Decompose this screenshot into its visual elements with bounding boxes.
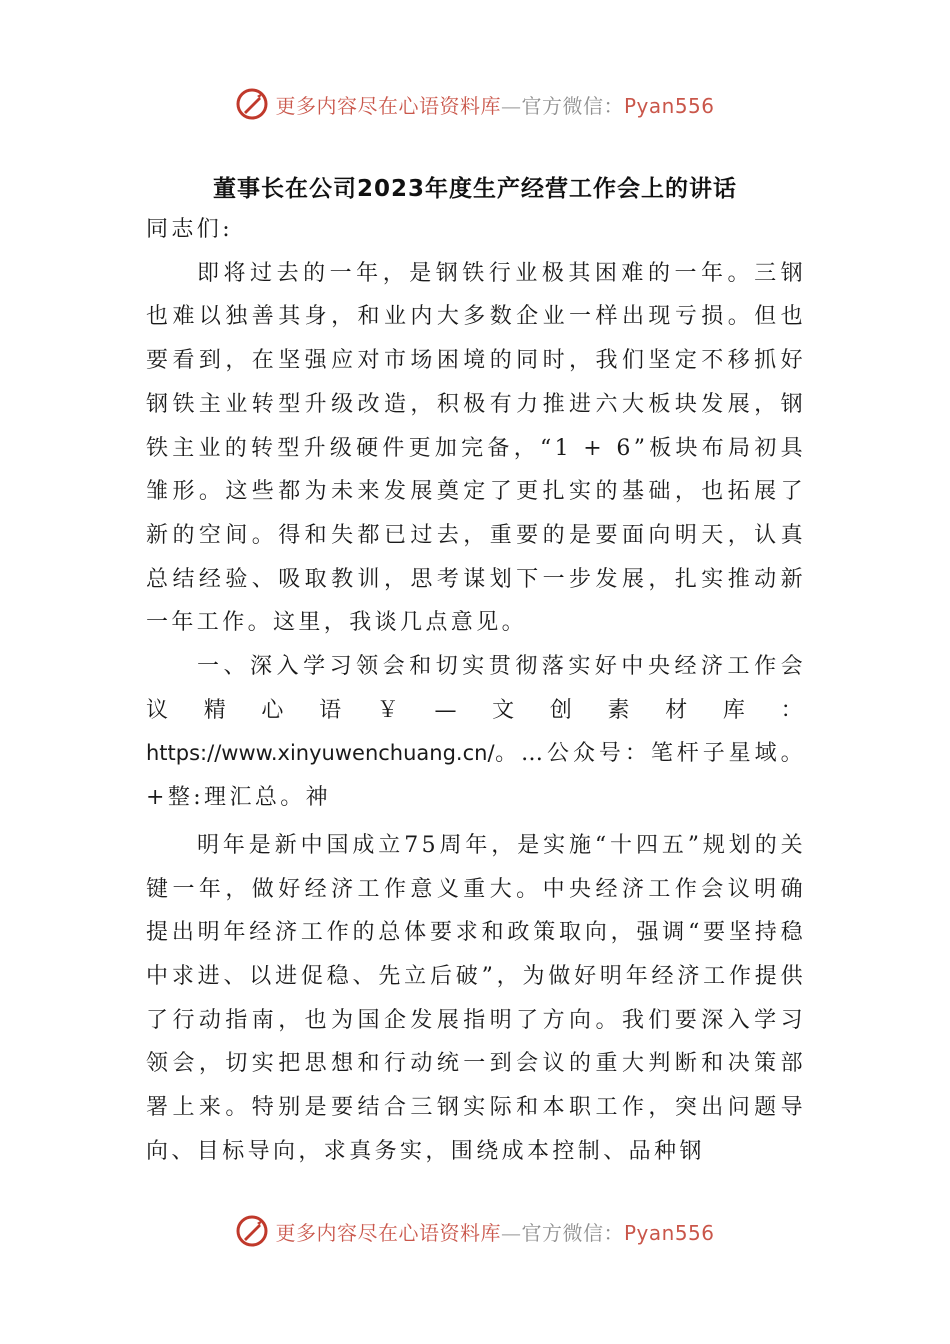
watermark-group (235, 87, 714, 121)
header-watermark (0, 84, 950, 124)
footer-watermark (0, 1211, 950, 1251)
section-heading (146, 645, 806, 820)
paragraph: 明年是新中国成立75周年，是实施“十四五”规划的关键一年，做好经济工作意义重大。中央经济工作会议明确提出明年经济工作的总体要求和政策取向，强调“要坚持稳中求进、以进促稳、先立后破”，为做好明年经济工作提供了行动指南，也为国企发展指明了方向。我们要深入学习领会，切实把思想和行动统一到会议的重大判断和决策部署上来。特别是要结合三钢实际和本职工作，突出问题导向、目标导向，求真务实，围绕成本控制、品种钢 (146, 832, 806, 1164)
paragraph: 即将过去的一年，是钢铁行业极其困难的一年。三钢也难以独善其身，和业内大多数企业一样出现亏损。但也要看到，在坚强应对市场困境的同时，我们坚定不移抓好钢铁主业转型升级改造，积极有力推进六大板块发展，钢铁主业的转型升级硬件更加完备，“1 + 6”板块布局初具雏形。这些都为未来发展奠定了更扎实的基础，也拓展了新的空间。得和失都已过去，重要的是要面向明天，认真总结经验、吸取教训，思考谋划下一步发展，扎实推动新一年工作。这里，我谈几点意见。 (146, 260, 806, 636)
watermark-text: 更多内容尽在心语资料库—官方微信：Pyan556 (275, 1220, 715, 1245)
salutation: 同志们: (146, 217, 234, 242)
quill-seal-icon (235, 1214, 269, 1248)
section-heading-suffix: 。…公众号：笔杆子星域。+整:理汇总。神 (146, 741, 806, 811)
watermark-text: 更多内容尽在心语资料库—官方微信：Pyan556 (275, 93, 715, 118)
document-body (146, 208, 806, 1173)
document-title: 董事长在公司2023年度生产经营工作会上的讲话 (212, 176, 737, 202)
website-link[interactable]: https://www.xinyuwenchuang.cn/ (146, 741, 495, 766)
quill-seal-icon (235, 87, 269, 121)
watermark-group (235, 1214, 714, 1248)
section-heading-text: 一、深入学习领会和切实贯彻落实好中央经济工作会议精心语￥—文创素材库： (146, 654, 806, 723)
